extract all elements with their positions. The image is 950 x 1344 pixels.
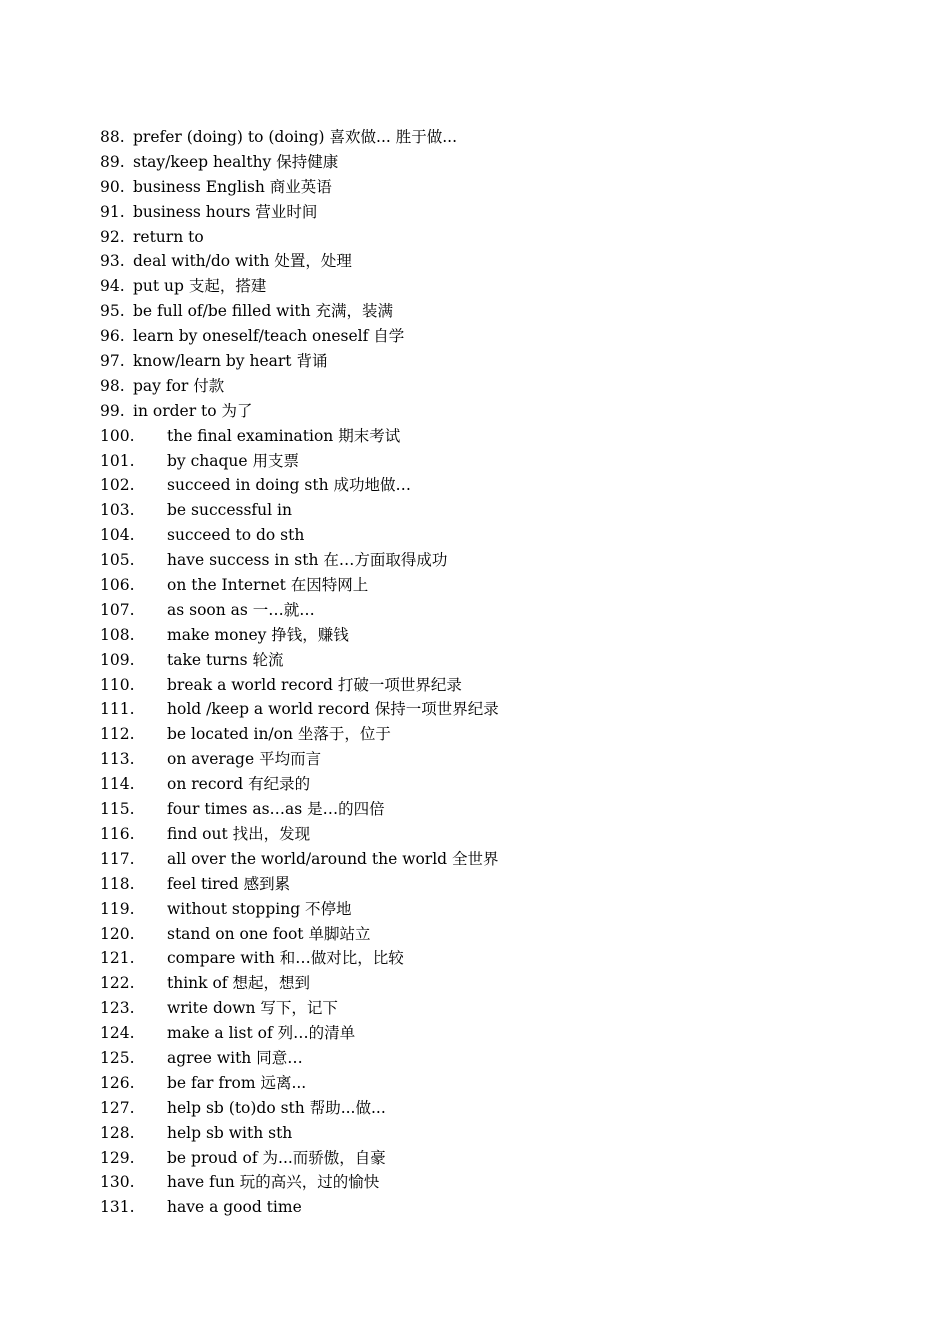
item-number: 106.	[100, 576, 135, 595]
item-text: think of 想起，想到	[167, 974, 310, 993]
item-number: 103.	[100, 501, 135, 520]
item-number: 111.	[100, 700, 135, 719]
list-item	[100, 673, 900, 698]
list-item	[100, 349, 900, 374]
item-number: 124.	[100, 1024, 135, 1043]
item-text: be located in/on 坐落于，位于	[167, 725, 391, 744]
list-item	[100, 523, 900, 548]
item-text: find out 找出，发现	[167, 824, 311, 843]
item-text: write down 写下，记下	[167, 999, 338, 1018]
item-text: prefer (doing) to (doing) 喜欢做... 胜于做...	[133, 128, 458, 146]
item-number: 113.	[100, 750, 135, 769]
list-item	[100, 1146, 900, 1171]
list-item	[100, 1121, 900, 1146]
list-item	[100, 200, 900, 225]
item-text: compare with 和…做对比，比较	[167, 949, 404, 968]
item-number: 121.	[100, 949, 135, 968]
phrase-list	[100, 125, 900, 1220]
item-number: 98.	[100, 376, 125, 395]
item-number: 95.	[100, 302, 125, 321]
item-text: be full of/be filled with 充满，装满	[133, 302, 394, 321]
item-number: 102.	[100, 476, 135, 495]
item-text: agree with 同意…	[167, 1048, 303, 1067]
list-item	[100, 249, 900, 274]
item-number: 99.	[100, 401, 125, 420]
item-text: succeed in doing sth 成功地做…	[167, 476, 411, 495]
item-text: in order to 为了	[133, 401, 253, 420]
list-item	[100, 922, 900, 947]
list-item	[100, 498, 900, 523]
item-number: 127.	[100, 1098, 135, 1117]
item-number: 91.	[100, 202, 125, 221]
item-text: business English 商业英语	[133, 177, 332, 196]
list-item	[100, 648, 900, 673]
list-item	[100, 324, 900, 349]
item-number: 92.	[100, 227, 125, 246]
item-text: be proud of 为...而骄傲，自豪	[167, 1148, 386, 1167]
list-item	[100, 299, 900, 324]
item-number: 125.	[100, 1048, 135, 1067]
list-item	[100, 1021, 900, 1046]
item-text: help sb with sth	[167, 1123, 293, 1142]
item-text: have a good time	[167, 1198, 302, 1217]
list-item	[100, 946, 900, 971]
item-number: 93.	[100, 252, 125, 271]
item-text: put up 支起，搭建	[133, 277, 267, 296]
item-text: as soon as 一…就…	[167, 600, 315, 619]
item-number: 101.	[100, 451, 135, 470]
item-number: 115.	[100, 800, 135, 819]
item-text: hold /keep a world record 保持一项世界纪录	[167, 700, 499, 719]
list-item	[100, 996, 900, 1021]
item-text: have fun 玩的高兴，过的愉快	[167, 1173, 380, 1192]
item-number: 131.	[100, 1198, 135, 1217]
item-text: know/learn by heart 背诵	[133, 352, 328, 371]
item-number: 100.	[100, 426, 135, 445]
item-number: 123.	[100, 999, 135, 1018]
item-number: 104.	[100, 526, 135, 545]
item-number: 105.	[100, 551, 135, 570]
item-text: on average 平均而言	[167, 750, 322, 769]
item-number: 130.	[100, 1173, 135, 1192]
list-item	[100, 971, 900, 996]
list-item	[100, 1071, 900, 1096]
item-text: four times as…as 是…的四倍	[167, 800, 385, 819]
item-number: 97.	[100, 352, 125, 371]
item-text: deal with/do with 处置，处理	[133, 252, 352, 271]
item-number: 114.	[100, 775, 135, 794]
list-item	[100, 274, 900, 299]
item-number: 88.	[100, 128, 125, 146]
item-number: 128.	[100, 1123, 135, 1142]
list-item	[100, 150, 900, 175]
list-item	[100, 1170, 900, 1195]
list-item	[100, 598, 900, 623]
list-item	[100, 1195, 900, 1220]
list-item	[100, 449, 900, 474]
item-text: without stopping 不停地	[167, 899, 352, 918]
item-text: all over the world/around the world 全世界	[167, 849, 499, 868]
item-text: pay for 付款	[133, 376, 225, 395]
item-number: 109.	[100, 650, 135, 669]
item-text: return to	[133, 227, 204, 246]
item-text: stay/keep healthy 保持健康	[133, 152, 339, 171]
item-number: 116.	[100, 824, 135, 843]
item-text: learn by oneself/teach oneself 自学	[133, 327, 405, 346]
item-number: 118.	[100, 874, 135, 893]
item-number: 110.	[100, 675, 135, 694]
item-text: take turns 轮流	[167, 650, 284, 669]
list-item	[100, 747, 900, 772]
list-item	[100, 573, 900, 598]
item-number: 117.	[100, 849, 135, 868]
list-item	[100, 897, 900, 922]
list-item	[100, 125, 900, 150]
list-item	[100, 697, 900, 722]
item-text: break a world record 打破一项世界纪录	[167, 675, 462, 694]
item-text: feel tired 感到累	[167, 874, 291, 893]
item-text: make money 挣钱，赚钱	[167, 625, 349, 644]
list-item	[100, 772, 900, 797]
list-item	[100, 548, 900, 573]
list-item	[100, 175, 900, 200]
item-text: by chaque 用支票	[167, 451, 300, 470]
item-text: on the Internet 在因特网上	[167, 576, 369, 595]
list-item	[100, 822, 900, 847]
item-text: the final examination 期末考试	[167, 426, 401, 445]
list-item	[100, 1046, 900, 1071]
item-text: stand on one foot 单脚站立	[167, 924, 371, 943]
item-text: have success in sth 在…方面取得成功	[167, 551, 448, 570]
list-item	[100, 473, 900, 498]
item-text: be successful in	[167, 501, 292, 520]
list-item	[100, 374, 900, 399]
item-text: be far from 远离...	[167, 1073, 307, 1092]
item-number: 94.	[100, 277, 125, 296]
item-number: 129.	[100, 1148, 135, 1167]
item-number: 119.	[100, 899, 135, 918]
item-text: make a list of 列…的清单	[167, 1024, 356, 1043]
item-number: 112.	[100, 725, 135, 744]
item-text: business hours 营业时间	[133, 202, 318, 221]
item-text: on record 有纪录的	[167, 775, 311, 794]
item-number: 122.	[100, 974, 135, 993]
list-item	[100, 797, 900, 822]
item-number: 96.	[100, 327, 125, 346]
list-item	[100, 399, 900, 424]
list-item	[100, 623, 900, 648]
list-item	[100, 1096, 900, 1121]
item-text: help sb (to)do sth 帮助...做...	[167, 1098, 386, 1117]
item-text: succeed to do sth	[167, 526, 305, 545]
list-item	[100, 225, 900, 250]
item-number: 108.	[100, 625, 135, 644]
list-item	[100, 424, 900, 449]
item-number: 90.	[100, 177, 125, 196]
item-number: 120.	[100, 924, 135, 943]
list-item	[100, 872, 900, 897]
item-number: 89.	[100, 152, 125, 171]
list-item	[100, 722, 900, 747]
item-number: 126.	[100, 1073, 135, 1092]
list-item	[100, 847, 900, 872]
item-number: 107.	[100, 600, 135, 619]
